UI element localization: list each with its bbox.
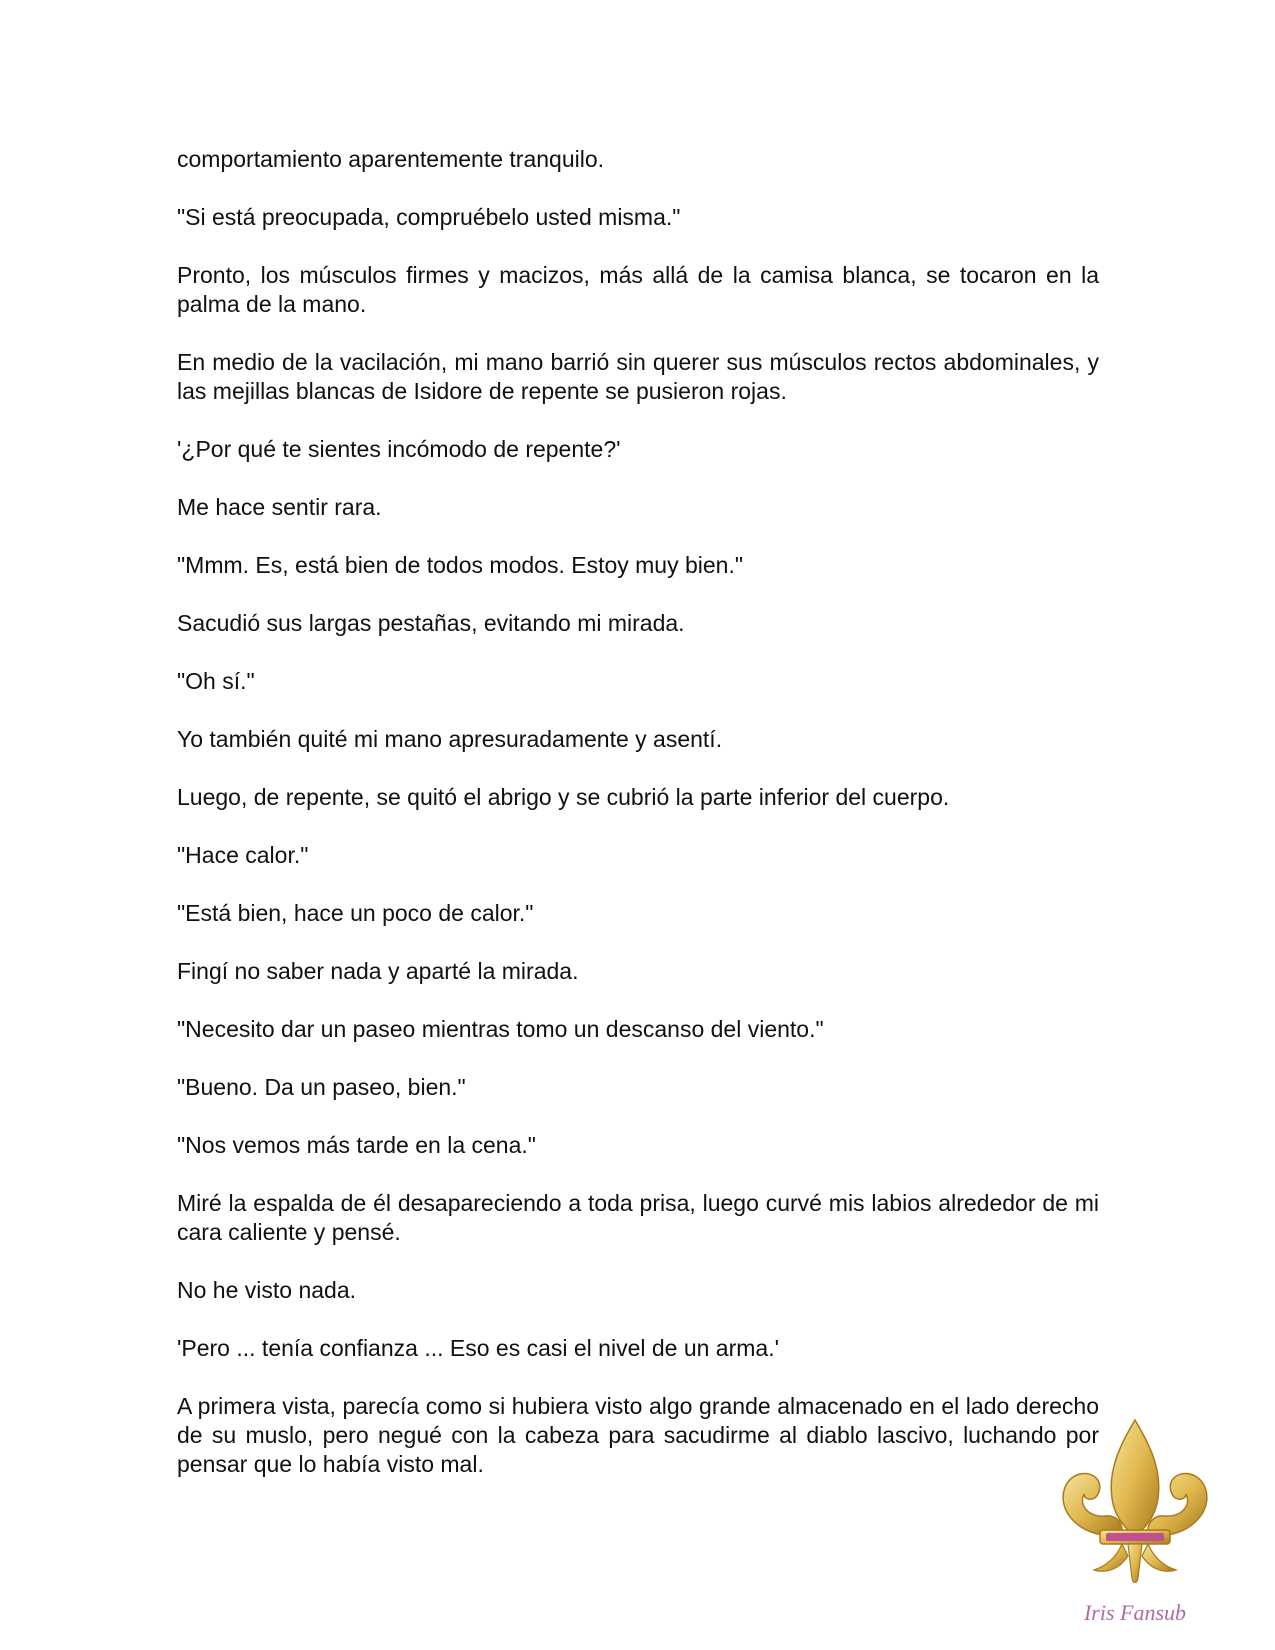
fansub-logo — [1050, 1410, 1220, 1635]
paragraph: "Si está preocupada, compruébelo usted misma." — [177, 204, 681, 230]
paragraph: En medio de la vacilación, mi mano barrió sin querer sus músculos rectos abdominales, y las mejillas blancas de Isidore de repente se pusieron rojas. — [177, 349, 1099, 404]
paragraph: '¿Por qué te sientes incómodo de repente?' — [177, 436, 621, 462]
paragraph: Luego, de repente, se quitó el abrigo y se cubrió la parte inferior del cuerpo. — [177, 784, 950, 810]
paragraph: "Bueno. Da un paseo, bien." — [177, 1074, 466, 1100]
paragraph: Pronto, los músculos firmes y macizos, más allá de la camisa blanca, se tocaron en la palma de la mano. — [177, 262, 1099, 317]
paragraph: Me hace sentir rara. — [177, 494, 382, 520]
paragraph: Yo también quité mi mano apresuradamente y asentí. — [177, 726, 723, 752]
paragraph: "Está bien, hace un poco de calor." — [177, 900, 534, 926]
logo-signature: Iris Fansub — [1083, 1600, 1187, 1625]
paragraph: No he visto nada. — [177, 1277, 357, 1303]
paragraph: Miré la espalda de él desapareciendo a toda prisa, luego curvé mis labios alrededor de mi cara caliente y pensé. — [177, 1190, 1099, 1245]
paragraph: comportamiento aparentemente tranquilo. — [177, 146, 605, 172]
paragraph: Fingí no saber nada y aparté la mirada. — [177, 958, 579, 984]
fleur-de-lis-icon — [1050, 1410, 1220, 1635]
paragraph: Sacudió sus largas pestañas, evitando mi mirada. — [177, 610, 685, 636]
paragraph: "Oh sí." — [177, 668, 255, 694]
paragraph: "Nos vemos más tarde en la cena." — [177, 1132, 536, 1158]
paragraph: A primera vista, parecía como si hubiera visto algo grande almacenado en el lado derecho de su muslo, pero negué con la cabeza para sacudirme al diablo lascivo, luchando por pensar que lo había visto mal. — [177, 1393, 1099, 1477]
paragraph: "Mmm. Es, está bien de todos modos. Estoy muy bien." — [177, 552, 744, 578]
body-text — [177, 145, 1099, 1508]
paragraph: 'Pero ... tenía confianza ... Eso es casi el nivel de un arma.' — [177, 1335, 779, 1361]
paragraph: "Necesito dar un paseo mientras tomo un descanso del viento." — [177, 1016, 824, 1042]
paragraph: "Hace calor." — [177, 842, 309, 868]
